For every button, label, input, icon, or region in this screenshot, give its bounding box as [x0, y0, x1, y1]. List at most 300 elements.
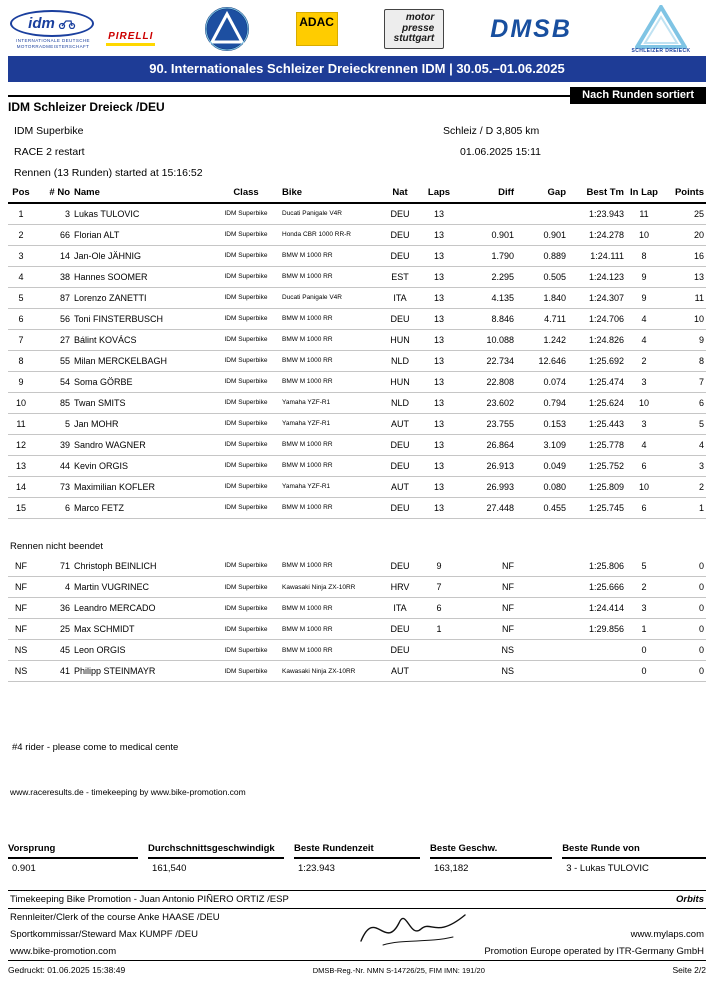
result-row-name: Kevin ORGIS [72, 455, 212, 476]
dnf-row-points: 0 [662, 640, 706, 661]
result-row-bike: BMW M 1000 RR [280, 308, 380, 329]
result-row-best: 1:24.307 [568, 287, 626, 308]
result-row-pos: 4 [8, 266, 34, 287]
result-row [8, 203, 706, 224]
result-row-nat: DEU [380, 245, 420, 266]
result-row-no: 6 [34, 497, 72, 518]
result-row-name: Toni FINSTERBUSCH [72, 308, 212, 329]
result-row-pos: 9 [8, 371, 34, 392]
result-row-diff: 4.135 [458, 287, 516, 308]
result-row-no: 66 [34, 224, 72, 245]
result-row-inlap: 9 [626, 266, 662, 287]
timekeeping-credit: Timekeeping Bike Promotion - Juan Antonio PIÑERO ORTIZ /ESP [10, 894, 289, 905]
result-row-laps: 13 [420, 371, 458, 392]
dnf-row-pos: NF [8, 619, 34, 640]
result-row-nat: DEU [380, 434, 420, 455]
result-row-laps: 13 [420, 329, 458, 350]
summary-best-lap-by [562, 843, 706, 874]
result-row [8, 455, 706, 476]
dnf-section-title: Rennen nicht beendet [10, 540, 103, 552]
signature [353, 901, 473, 953]
result-row-pos: 11 [8, 413, 34, 434]
result-row-bike: BMW M 1000 RR [280, 371, 380, 392]
result-row-cls: IDM Superbike [212, 224, 280, 245]
idm-logo-subtitle-1: INTERNATIONALE DEUTSCHE [16, 37, 90, 43]
clerk-credit: Rennleiter/Clerk of the course Anke HAASE /DEU [10, 912, 220, 923]
dnf-row-diff: NF [458, 598, 516, 619]
page-number: Seite 2/2 [672, 965, 706, 975]
dnf-row-name: Leon ORGIS [72, 640, 212, 661]
result-row-gap: 0.080 [516, 476, 568, 497]
result-row-pos: 14 [8, 476, 34, 497]
motorcycle-icon [58, 17, 76, 29]
result-row-cls: IDM Superbike [212, 476, 280, 497]
steward-credit: Sportkommissar/Steward Max KUMPF /DEU [10, 929, 198, 940]
dnf-row-no: 41 [34, 661, 72, 682]
col-header-class: Class [212, 185, 280, 203]
result-row-nat: AUT [380, 476, 420, 497]
result-row-points: 7 [662, 371, 706, 392]
result-row-cls: IDM Superbike [212, 266, 280, 287]
result-row [8, 308, 706, 329]
dnf-row-diff: NS [458, 640, 516, 661]
result-row-points: 20 [662, 224, 706, 245]
result-row-diff: 22.734 [458, 350, 516, 371]
dnf-row [8, 556, 706, 577]
result-row-points: 5 [662, 413, 706, 434]
result-row-inlap: 11 [626, 203, 662, 224]
summary-avg-speed [148, 843, 284, 874]
dnf-row-cls: IDM Superbike [212, 619, 280, 640]
result-row-nat: DEU [380, 455, 420, 476]
col-header-no: # No [34, 185, 72, 203]
result-row [8, 371, 706, 392]
result-row-nat: DEU [380, 308, 420, 329]
result-row-diff [458, 203, 516, 224]
dnf-row-bike: BMW M 1000 RR [280, 619, 380, 640]
result-row-name: Maximilian KOFLER [72, 476, 212, 497]
result-row-no: 87 [34, 287, 72, 308]
result-row-cls: IDM Superbike [212, 371, 280, 392]
dnf-row-pos: NS [8, 640, 34, 661]
dnf-row-name: Max SCHMIDT [72, 619, 212, 640]
result-row-gap: 12.646 [516, 350, 568, 371]
result-row-laps: 13 [420, 476, 458, 497]
result-row-name: Twan SMITS [72, 392, 212, 413]
result-row-gap: 1.242 [516, 329, 568, 350]
printed-timestamp: Gedruckt: 01.06.2025 15:38:49 [8, 965, 126, 975]
result-row-pos: 7 [8, 329, 34, 350]
dnf-row-inlap: 1 [626, 619, 662, 640]
dnf-row-inlap: 0 [626, 661, 662, 682]
result-row-laps: 13 [420, 287, 458, 308]
dnf-row-bike: Kawasaki Ninja ZX-10RR [280, 661, 380, 682]
dnf-row-nat: ITA [380, 598, 420, 619]
result-row-name: Bálint KOVÁCS [72, 329, 212, 350]
result-row-bike: BMW M 1000 RR [280, 329, 380, 350]
sort-order-badge: Nach Runden sortiert [570, 87, 706, 104]
col-header-diff: Diff [458, 185, 516, 203]
result-row-gap: 0.153 [516, 413, 568, 434]
summary-value: 3 - Lukas TULOVIC [566, 863, 649, 874]
result-row-cls: IDM Superbike [212, 329, 280, 350]
result-row-diff: 27.448 [458, 497, 516, 518]
dnf-row-cls: IDM Superbike [212, 661, 280, 682]
result-row-cls: IDM Superbike [212, 455, 280, 476]
col-header-besttm: Best Tm [568, 185, 626, 203]
result-row [8, 245, 706, 266]
result-row-diff: 0.901 [458, 224, 516, 245]
summary-label: Beste Runde von [562, 843, 706, 859]
summary-best-speed [430, 843, 552, 874]
results-body [8, 203, 706, 518]
result-row-best: 1:25.778 [568, 434, 626, 455]
orbits-brand: Orbits [676, 894, 704, 905]
result-row-pos: 8 [8, 350, 34, 371]
result-row-bike: BMW M 1000 RR [280, 455, 380, 476]
result-row-best: 1:24.111 [568, 245, 626, 266]
result-row-diff: 26.993 [458, 476, 516, 497]
result-row-points: 11 [662, 287, 706, 308]
dnf-row-name: Philipp STEINMAYR [72, 661, 212, 682]
dnf-row-gap [516, 556, 568, 577]
dnf-row-no: 71 [34, 556, 72, 577]
dnf-table [8, 556, 706, 683]
result-row-gap: 0.889 [516, 245, 568, 266]
result-row-pos: 13 [8, 455, 34, 476]
result-row-name: Jan MOHR [72, 413, 212, 434]
result-row [8, 434, 706, 455]
dnf-body [8, 556, 706, 682]
dnf-row-gap [516, 619, 568, 640]
result-row [8, 476, 706, 497]
dnf-row-pos: NF [8, 598, 34, 619]
result-row-bike: Ducati Panigale V4R [280, 203, 380, 224]
result-row-pos: 3 [8, 245, 34, 266]
summary-best-lap [294, 843, 420, 874]
result-row-nat: AUT [380, 413, 420, 434]
adac-logo-text: ADAC [299, 15, 334, 29]
dmsb-logo: DMSB [490, 14, 572, 43]
result-row-laps: 13 [420, 413, 458, 434]
race-name: RACE 2 restart [14, 146, 85, 158]
col-header-bike: Bike [280, 185, 380, 203]
result-row-cls: IDM Superbike [212, 245, 280, 266]
result-row-bike: Yamaha YZF-R1 [280, 413, 380, 434]
result-row-nat: NLD [380, 392, 420, 413]
result-row-bike: BMW M 1000 RR [280, 245, 380, 266]
col-header-inlap: In Lap [626, 185, 662, 203]
result-row-no: 55 [34, 350, 72, 371]
race-header [8, 119, 706, 181]
result-row-gap [516, 203, 568, 224]
col-header-gap: Gap [516, 185, 568, 203]
result-row-bike: BMW M 1000 RR [280, 434, 380, 455]
dnf-row-points: 0 [662, 598, 706, 619]
summary-vorsprung [8, 843, 138, 874]
adac-logo [296, 12, 338, 46]
dnf-row-best [568, 661, 626, 682]
event-banner: 90. Internationales Schleizer Dreieckrennen IDM | 30.05.–01.06.2025 [8, 56, 706, 82]
dnf-row-diff: NF [458, 556, 516, 577]
result-row-diff: 23.602 [458, 392, 516, 413]
result-row-pos: 12 [8, 434, 34, 455]
result-row-gap: 0.505 [516, 266, 568, 287]
result-row-inlap: 6 [626, 455, 662, 476]
result-row-best: 1:25.624 [568, 392, 626, 413]
print-row [8, 965, 706, 975]
result-row [8, 413, 706, 434]
motor-presse-logo [384, 9, 445, 49]
result-row-name: Sandro WAGNER [72, 434, 212, 455]
dnf-row-nat: HRV [380, 577, 420, 598]
dnf-row-best: 1:25.666 [568, 577, 626, 598]
result-row [8, 329, 706, 350]
dnf-row-best: 1:29.856 [568, 619, 626, 640]
dnf-row-bike: BMW M 1000 RR [280, 640, 380, 661]
result-row-best: 1:25.745 [568, 497, 626, 518]
result-row-points: 4 [662, 434, 706, 455]
dnf-row-inlap: 2 [626, 577, 662, 598]
result-row [8, 497, 706, 518]
result-row-points: 10 [662, 308, 706, 329]
result-row-inlap: 9 [626, 287, 662, 308]
result-row-points: 9 [662, 329, 706, 350]
result-row-pos: 6 [8, 308, 34, 329]
result-row-no: 38 [34, 266, 72, 287]
result-row-best: 1:24.123 [568, 266, 626, 287]
result-row-nat: DEU [380, 203, 420, 224]
dnf-row [8, 598, 706, 619]
result-row-best: 1:25.692 [568, 350, 626, 371]
dnf-row-laps: 1 [420, 619, 458, 640]
result-row-bike: Honda CBR 1000 RR-R [280, 224, 380, 245]
club-emblem-logo [204, 6, 250, 52]
result-row-laps: 13 [420, 455, 458, 476]
result-row-gap: 1.840 [516, 287, 568, 308]
dnf-row [8, 661, 706, 682]
result-row-name: Florian ALT [72, 224, 212, 245]
dnf-row-inlap: 5 [626, 556, 662, 577]
dnf-row-cls: IDM Superbike [212, 598, 280, 619]
dmsb-registration: DMSB-Reg.-Nr. NMN S-14726/25, FIM IMN: 191/20 [312, 966, 485, 975]
result-row-inlap: 8 [626, 245, 662, 266]
dnf-row-name: Martin VUGRINEC [72, 577, 212, 598]
result-row-pos: 5 [8, 287, 34, 308]
summary-label: Durchschnittsgeschwindigk [148, 843, 284, 859]
result-row-cls: IDM Superbike [212, 287, 280, 308]
summary-value: 0.901 [12, 863, 36, 874]
dnf-row-bike: BMW M 1000 RR [280, 598, 380, 619]
result-row-diff: 8.846 [458, 308, 516, 329]
result-row-best: 1:24.706 [568, 308, 626, 329]
result-row [8, 350, 706, 371]
dnf-row-best: 1:25.806 [568, 556, 626, 577]
result-row-diff: 26.913 [458, 455, 516, 476]
col-header-laps: Laps [420, 185, 458, 203]
dnf-row-inlap: 0 [626, 640, 662, 661]
dnf-row [8, 640, 706, 661]
result-row-inlap: 10 [626, 476, 662, 497]
result-row [8, 287, 706, 308]
result-row-best: 1:25.809 [568, 476, 626, 497]
result-row-inlap: 4 [626, 329, 662, 350]
dnf-row-cls: IDM Superbike [212, 640, 280, 661]
result-row-nat: DEU [380, 497, 420, 518]
result-row-nat: ITA [380, 287, 420, 308]
result-row-name: Marco FETZ [72, 497, 212, 518]
dnf-row-laps: 7 [420, 577, 458, 598]
result-row-gap: 0.901 [516, 224, 568, 245]
result-row-bike: BMW M 1000 RR [280, 350, 380, 371]
motor-presse-line-3: stuttgart [393, 33, 435, 45]
result-row-name: Lukas TULOVIC [72, 203, 212, 224]
dnf-row-bike: BMW M 1000 RR [280, 556, 380, 577]
dnf-row [8, 577, 706, 598]
result-row-best: 1:24.826 [568, 329, 626, 350]
result-row-bike: Yamaha YZF-R1 [280, 476, 380, 497]
result-row-cls: IDM Superbike [212, 203, 280, 224]
results-table [8, 185, 706, 519]
motor-presse-line-1: motor [405, 12, 435, 24]
result-row-inlap: 6 [626, 497, 662, 518]
result-row-no: 56 [34, 308, 72, 329]
dnf-row-nat: AUT [380, 661, 420, 682]
race-start-info: Rennen (13 Runden) started at 15:16:52 [14, 167, 203, 179]
result-row-points: 16 [662, 245, 706, 266]
dnf-row-no: 4 [34, 577, 72, 598]
result-row-points: 6 [662, 392, 706, 413]
summary-value: 163,182 [434, 863, 469, 874]
pirelli-logo [106, 26, 155, 44]
motor-presse-line-2: presse [401, 22, 435, 34]
result-row-name: Lorenzo ZANETTI [72, 287, 212, 308]
result-row-diff: 2.295 [458, 266, 516, 287]
idm-logo-subtitle-2: MOTORRADMEISTERSCHAFT [16, 43, 90, 49]
dnf-row-pos: NS [8, 661, 34, 682]
idm-oval [10, 10, 94, 37]
dnf-row-nat: DEU [380, 556, 420, 577]
result-row-laps: 13 [420, 497, 458, 518]
schleizer-dreieck-logo [618, 5, 704, 54]
summary-label: Vorsprung [8, 843, 138, 859]
promotion-credit: Promotion Europe operated by ITR-Germany GmbH [484, 946, 704, 957]
series-name: IDM Superbike [14, 125, 84, 137]
dnf-row-no: 45 [34, 640, 72, 661]
result-row-no: 27 [34, 329, 72, 350]
footer [8, 890, 706, 961]
result-row-bike: BMW M 1000 RR [280, 266, 380, 287]
result-row-nat: DEU [380, 224, 420, 245]
idm-logo [10, 10, 96, 49]
result-row-points: 2 [662, 476, 706, 497]
result-row-cls: IDM Superbike [212, 308, 280, 329]
result-row-best: 1:25.474 [568, 371, 626, 392]
result-row-inlap: 2 [626, 350, 662, 371]
result-row-no: 73 [34, 476, 72, 497]
result-row-laps: 13 [420, 224, 458, 245]
result-row-cls: IDM Superbike [212, 350, 280, 371]
dnf-row-laps [420, 661, 458, 682]
result-row-name: Jan-Ole JÄHNIG [72, 245, 212, 266]
result-row-cls: IDM Superbike [212, 392, 280, 413]
result-row-bike: Yamaha YZF-R1 [280, 392, 380, 413]
medical-note: #4 rider - please come to medical cente [12, 742, 179, 753]
result-row-pos: 2 [8, 224, 34, 245]
logo-row [0, 0, 714, 56]
race-datetime: 01.06.2025 15:11 [460, 146, 541, 158]
dnf-row-diff: NF [458, 619, 516, 640]
summary-strip [8, 843, 706, 874]
result-row-best: 1:25.752 [568, 455, 626, 476]
dnf-row-gap [516, 661, 568, 682]
dnf-row-laps: 6 [420, 598, 458, 619]
dnf-row-laps: 9 [420, 556, 458, 577]
result-row-points: 1 [662, 497, 706, 518]
result-row-inlap: 3 [626, 371, 662, 392]
col-header-name: Name [72, 185, 212, 203]
dnf-row-cls: IDM Superbike [212, 577, 280, 598]
bikepromotion-link: www.bike-promotion.com [10, 946, 117, 957]
dnf-row-diff: NS [458, 661, 516, 682]
result-row-no: 85 [34, 392, 72, 413]
result-row-gap: 0.074 [516, 371, 568, 392]
result-row-no: 39 [34, 434, 72, 455]
result-row-name: Soma GÖRBE [72, 371, 212, 392]
summary-value: 161,540 [152, 863, 187, 874]
result-row-gap: 0.794 [516, 392, 568, 413]
result-row-no: 5 [34, 413, 72, 434]
dnf-row-name: Christoph BEINLICH [72, 556, 212, 577]
result-row-laps: 13 [420, 266, 458, 287]
result-row-laps: 13 [420, 308, 458, 329]
schleizer-triangle-icon [635, 5, 687, 49]
dnf-row-pos: NF [8, 556, 34, 577]
result-row-points: 25 [662, 203, 706, 224]
event-title: IDM Schleizer Dreieck /DEU [8, 100, 165, 114]
col-header-points: Points [662, 185, 706, 203]
result-row-laps: 13 [420, 350, 458, 371]
result-row-gap: 3.109 [516, 434, 568, 455]
title-row [8, 89, 706, 115]
dnf-row [8, 619, 706, 640]
dnf-row-gap [516, 577, 568, 598]
result-row-nat: HUN [380, 371, 420, 392]
result-row-gap: 0.455 [516, 497, 568, 518]
result-row-best: 1:24.278 [568, 224, 626, 245]
result-row-nat: EST [380, 266, 420, 287]
mylaps-link: www.mylaps.com [630, 929, 704, 940]
results-header-row [8, 185, 706, 203]
dnf-row-points: 0 [662, 661, 706, 682]
result-row-bike: BMW M 1000 RR [280, 497, 380, 518]
summary-value: 1:23.943 [297, 863, 335, 874]
result-row-nat: HUN [380, 329, 420, 350]
result-row-pos: 15 [8, 497, 34, 518]
dnf-row-points: 0 [662, 619, 706, 640]
result-row-no: 14 [34, 245, 72, 266]
dnf-row-best [568, 640, 626, 661]
result-row-diff: 22.808 [458, 371, 516, 392]
dnf-row-pos: NF [8, 577, 34, 598]
result-row-laps: 13 [420, 434, 458, 455]
dnf-row-no: 25 [34, 619, 72, 640]
result-row-pos: 10 [8, 392, 34, 413]
dnf-row-points: 0 [662, 556, 706, 577]
dnf-row-points: 0 [662, 577, 706, 598]
result-row-pos: 1 [8, 203, 34, 224]
result-row-no: 54 [34, 371, 72, 392]
